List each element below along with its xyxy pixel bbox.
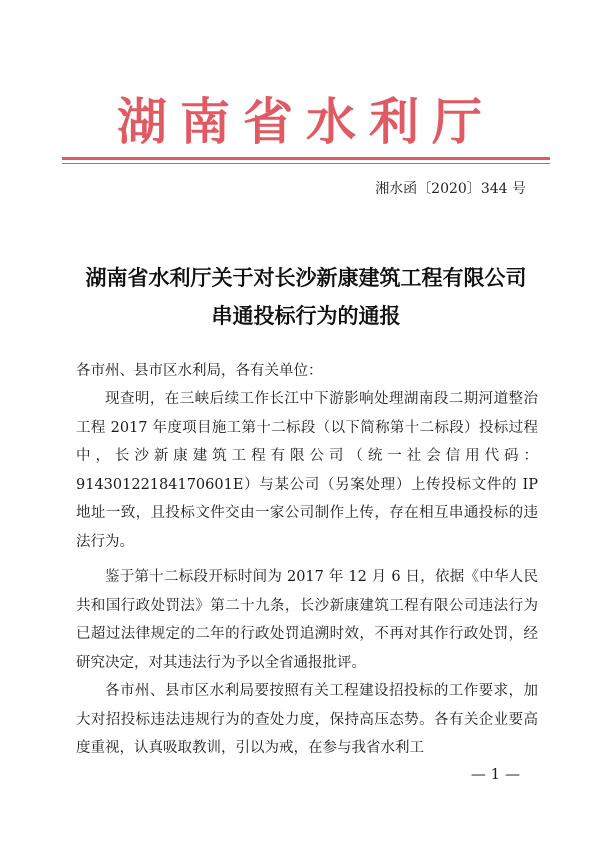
masthead-rule-thin — [62, 163, 550, 164]
document-title-line2: 串通投标行为的通报 — [211, 304, 401, 328]
paragraph-text: 现查明，在三峡后续工作长江中下游影响处理湖南段二期河道整治工程 2017 年度项目施工第十二标段（以下简称第十二标段）投标过程中，长沙新康建筑工程有限公司（统一社会信用代码：91430122184170601E）与某公司（另案处理）上传投标文件的 IP 地址一致，且投标文件交由一家公司制作上传，存在相互串通投标的违法行为。 — [76, 391, 538, 550]
body-paragraph-3 — [76, 677, 538, 763]
masthead-rule-thick — [62, 157, 550, 160]
page-number: — 1 — — [470, 765, 520, 783]
document-title-line1: 湖南省水利厅关于对长沙新康建筑工程有限公司 — [85, 266, 527, 290]
issuer-masthead: 湖南省水利厅 — [117, 93, 495, 151]
body-paragraph-2 — [76, 563, 538, 677]
salutation: 各市州、县市区水利局，各有关单位： — [76, 363, 323, 379]
paragraph-text: 各市州、县市区水利局要按照有关工程建设招投标的工作要求，加大对招投标违法违规行为的查处力度，保持高压态势。各有关企业要高度重视，认真吸取教训，引以为戒，在参与我省水利工 — [76, 683, 538, 756]
body-paragraph-1 — [76, 385, 538, 556]
document-number: 湘水函〔2020〕344 号 — [375, 181, 526, 197]
paragraph-text: 鉴于第十二标段开标时间为 2017 年 12 月 6 日，依据《中华人民共和国行政处罚法》第二十九条，长沙新康建筑工程有限公司违法行为已超过法律规定的二年的行政处罚追溯时效，不再对其作行政处罚，经研究决定，对其违法行为予以全省通报批评。 — [76, 569, 538, 671]
